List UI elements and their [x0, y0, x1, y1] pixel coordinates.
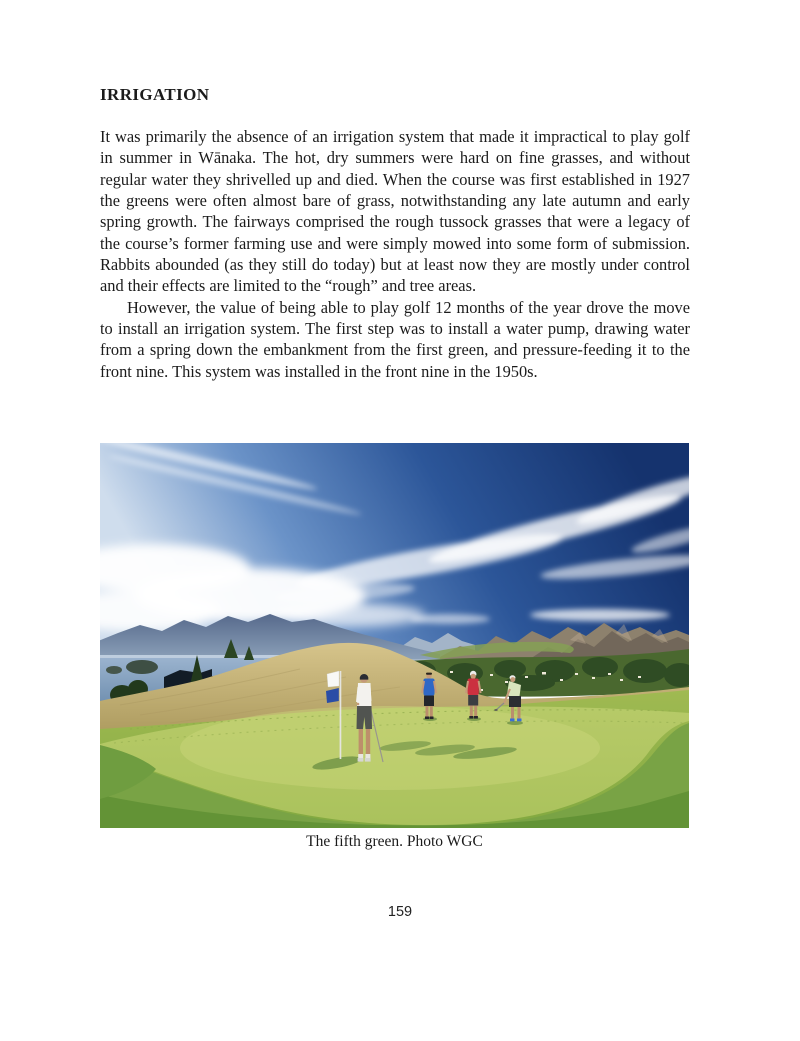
fifth-green-photo [100, 443, 689, 828]
body-text [100, 126, 690, 382]
page-number: 159 [387, 904, 413, 920]
paragraph-1: It was primarily the absence of an irrigation system that made it impractical to play golf in summer in Wānaka. The hot, dry summers were hard on fine grasses, and without regular water they shrivelled up and died. When the course was first established in 1927 the greens were often almost bare of grass, notwithstanding any late autumn and early spring growth. The fairways comprised the rough tussock grasses that were a legacy of the course’s former farming use and were simply mowed into some form of submission. Rabbits abounded (as they still do today) but at least now they are mostly under control and their effects are limited to the “rough” and tree areas. [100, 127, 690, 296]
section-heading: IRRIGATION [100, 85, 210, 104]
paragraph-2: However, the value of being able to play golf 12 months of the year drove the move to install an irrigation system. The first step was to install a water pump, drawing water from a spring down the embankment from the first green, and pressure-feeding it to the front nine. This system was installed in the front nine in the 1950s. [100, 297, 690, 381]
photo-caption: The fifth green. Photo WGC [306, 833, 483, 850]
